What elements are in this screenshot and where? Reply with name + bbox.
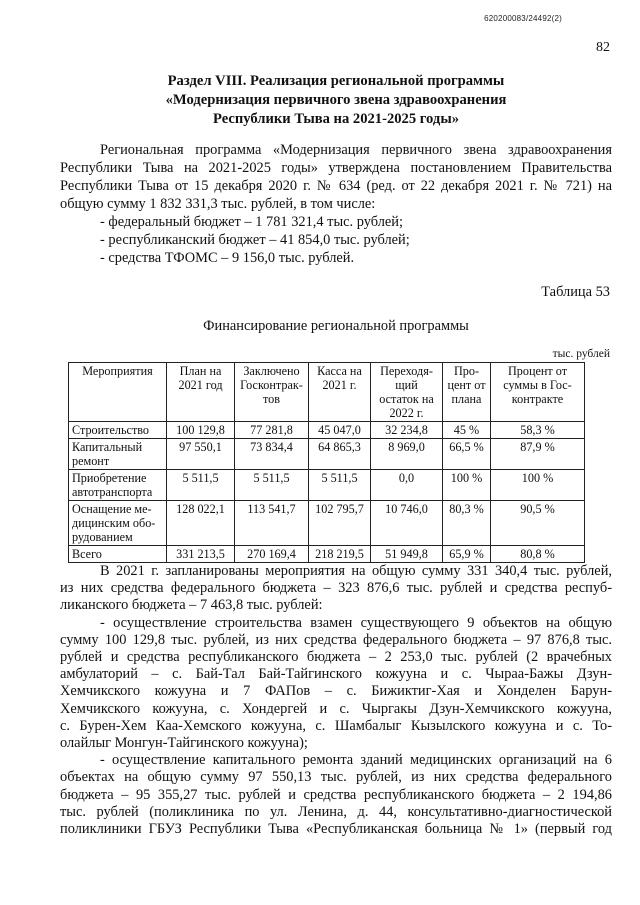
page-number: 82	[596, 40, 610, 55]
header-percent-contract: Процент от суммы в Гос-контракте	[491, 363, 585, 422]
table-cell: Всего	[69, 546, 167, 563]
table-cell: 270 169,4	[235, 546, 309, 563]
header-percent-plan: Про-цент от плана	[443, 363, 491, 422]
table-cell: 128 022,1	[167, 501, 235, 546]
section-title-line-2: «Модернизация первичного звена здравоохранения	[165, 92, 507, 108]
body-line: бюджета – 95 355,27 тыс. рублей и средства республиканского бюджета – 2 194,86	[60, 786, 612, 803]
body-line: ликанского бюджета – 7 463,8 тыс. рублей:	[60, 597, 323, 614]
table-cell: 102 795,7	[309, 501, 371, 546]
table-cell: 8 969,0	[371, 439, 443, 470]
intro-line: Республики Тыва от 15 декабря 2020 г. № 634 (ред. от 22 декабря 2021 г. № 721) на	[60, 178, 612, 194]
table-cell: 51 949,8	[371, 546, 443, 563]
table-cell: 331 213,5	[167, 546, 235, 563]
body-line: В 2021 г. запланированы мероприятия на общую сумму 331 340,4 тыс. рублей,	[100, 563, 612, 579]
budget-list	[60, 213, 612, 267]
table-total-row	[69, 546, 585, 563]
header-cash: Касса на 2021 г.	[309, 363, 371, 422]
body-line: тыс. рублей (поликлиника по ул. Ленина, д. 44, консультативно-диагностической	[60, 803, 612, 820]
intro-line: Региональная программа «Модернизация первичного звена здравоохранения	[100, 142, 612, 158]
table-title: Финансирование региональной программы	[203, 318, 469, 334]
body-line: - осуществление строительства взамен существующего 9 объектов на общую	[100, 614, 612, 631]
body-line: сумму 100 129,8 тыс. рублей, из них средства федерального бюджета – 97 876,8 тыс.	[60, 631, 612, 648]
table-cell: 5 511,5	[235, 470, 309, 501]
header-contracted: Заключено Госконтрак-тов	[235, 363, 309, 422]
table-row	[69, 470, 585, 501]
table-row	[69, 439, 585, 470]
table-cell: 64 865,3	[309, 439, 371, 470]
financing-table	[68, 362, 585, 563]
body-paragraphs	[60, 563, 612, 838]
table-cell: 97 550,1	[167, 439, 235, 470]
document-code: 620200083/24492(2)	[484, 14, 562, 23]
table-cell: 90,5 %	[491, 501, 585, 546]
table-cell: 58,3 %	[491, 422, 585, 439]
body-line: Хемчикского кожууна, с. Хондергей и с. Чыргакы Дзун-Хемчикского кожууна,	[60, 700, 612, 717]
table-cell: 80,3 %	[443, 501, 491, 546]
section-title	[60, 72, 612, 129]
body-line: поликлиники ГБУЗ Республики Тыва «Республиканская больница № 1» (первый год	[60, 821, 612, 838]
table-cell: 66,5 %	[443, 439, 491, 470]
section-title-line-1: Раздел VIII. Реализация региональной программы	[167, 73, 505, 89]
budget-item-tfoms: - средства ТФОМС – 9 156,0 тыс. рублей.	[100, 250, 355, 266]
table-cell: 218 219,5	[309, 546, 371, 563]
body-line: Хемчикского кожууна и 7 ФАПов – с. Бижиктиг-Хая и Хонделен Барун-	[60, 683, 612, 700]
table-cell: 100 %	[491, 470, 585, 501]
budget-item-federal: - федеральный бюджет – 1 781 321,4 тыс. рублей;	[100, 214, 403, 230]
table-cell: 80,8 %	[491, 546, 585, 563]
table-label: Таблица 53	[541, 284, 610, 300]
table-cell: 65,9 %	[443, 546, 491, 563]
table-row	[69, 501, 585, 546]
table-cell: 5 511,5	[167, 470, 235, 501]
body-line: амбулаторий – с. Бай-Тал Бай-Тайгинского кожууна и с. Чыраа-Бажы Дзун-	[60, 666, 612, 683]
intro-line: общую сумму 1 832 331,3 тыс. рублей, в том числе:	[60, 196, 376, 212]
body-line: олайлыг Монгун-Тайгинского кожууна);	[60, 735, 308, 752]
table-units: тыс. рублей	[552, 348, 610, 360]
table-cell: Приобретение автотранспорта	[69, 470, 167, 501]
table-cell: 32 234,8	[371, 422, 443, 439]
section-title-line-3: Республики Тыва на 2021-2025 годы»	[212, 111, 460, 127]
intro-line: Республики Тыва на 2021-2025 годы» утверждена постановлением Правительства	[60, 160, 612, 176]
body-line: с. Бурен-Хем Каа-Хемского кожууна, с. Шамбалыг Кызылского кожууна и с. То-	[60, 717, 612, 734]
table-cell: 5 511,5	[309, 470, 371, 501]
table-cell: Капитальный ремонт	[69, 439, 167, 470]
table-cell: 113 541,7	[235, 501, 309, 546]
table-header-row	[69, 363, 585, 422]
header-carryover: Переходя-щий остаток на 2022 г.	[371, 363, 443, 422]
table-cell: 73 834,4	[235, 439, 309, 470]
body-line: из них средства федерального бюджета – 323 876,6 тыс. рублей и средства респуб-	[60, 580, 612, 597]
body-line: - осуществление капитального ремонта зданий медицинских организаций на 6	[100, 752, 612, 769]
table-cell: 45 047,0	[309, 422, 371, 439]
body-line: рублей и средства республиканского бюджета – 2 253,0 тыс. рублей (2 врачебных	[60, 649, 612, 666]
table-cell: 87,9 %	[491, 439, 585, 470]
budget-item-republican: - республиканский бюджет – 41 854,0 тыс. рублей;	[100, 232, 410, 248]
table-row	[69, 422, 585, 439]
table-cell: 77 281,8	[235, 422, 309, 439]
table-cell: 100 129,8	[167, 422, 235, 439]
table-cell: 0,0	[371, 470, 443, 501]
table-cell: 45 %	[443, 422, 491, 439]
header-plan: План на 2021 год	[167, 363, 235, 422]
table-cell: 100 %	[443, 470, 491, 501]
header-activities: Мероприятия	[69, 363, 167, 422]
table-cell: Строительство	[69, 422, 167, 439]
body-line: объектах на общую сумму 97 550,13 тыс. рублей, из них средства федерального	[60, 769, 612, 786]
table-cell: 10 746,0	[371, 501, 443, 546]
intro-paragraph	[60, 141, 612, 267]
table-cell: Оснащение ме-дицинским обо-рудованием	[69, 501, 167, 546]
